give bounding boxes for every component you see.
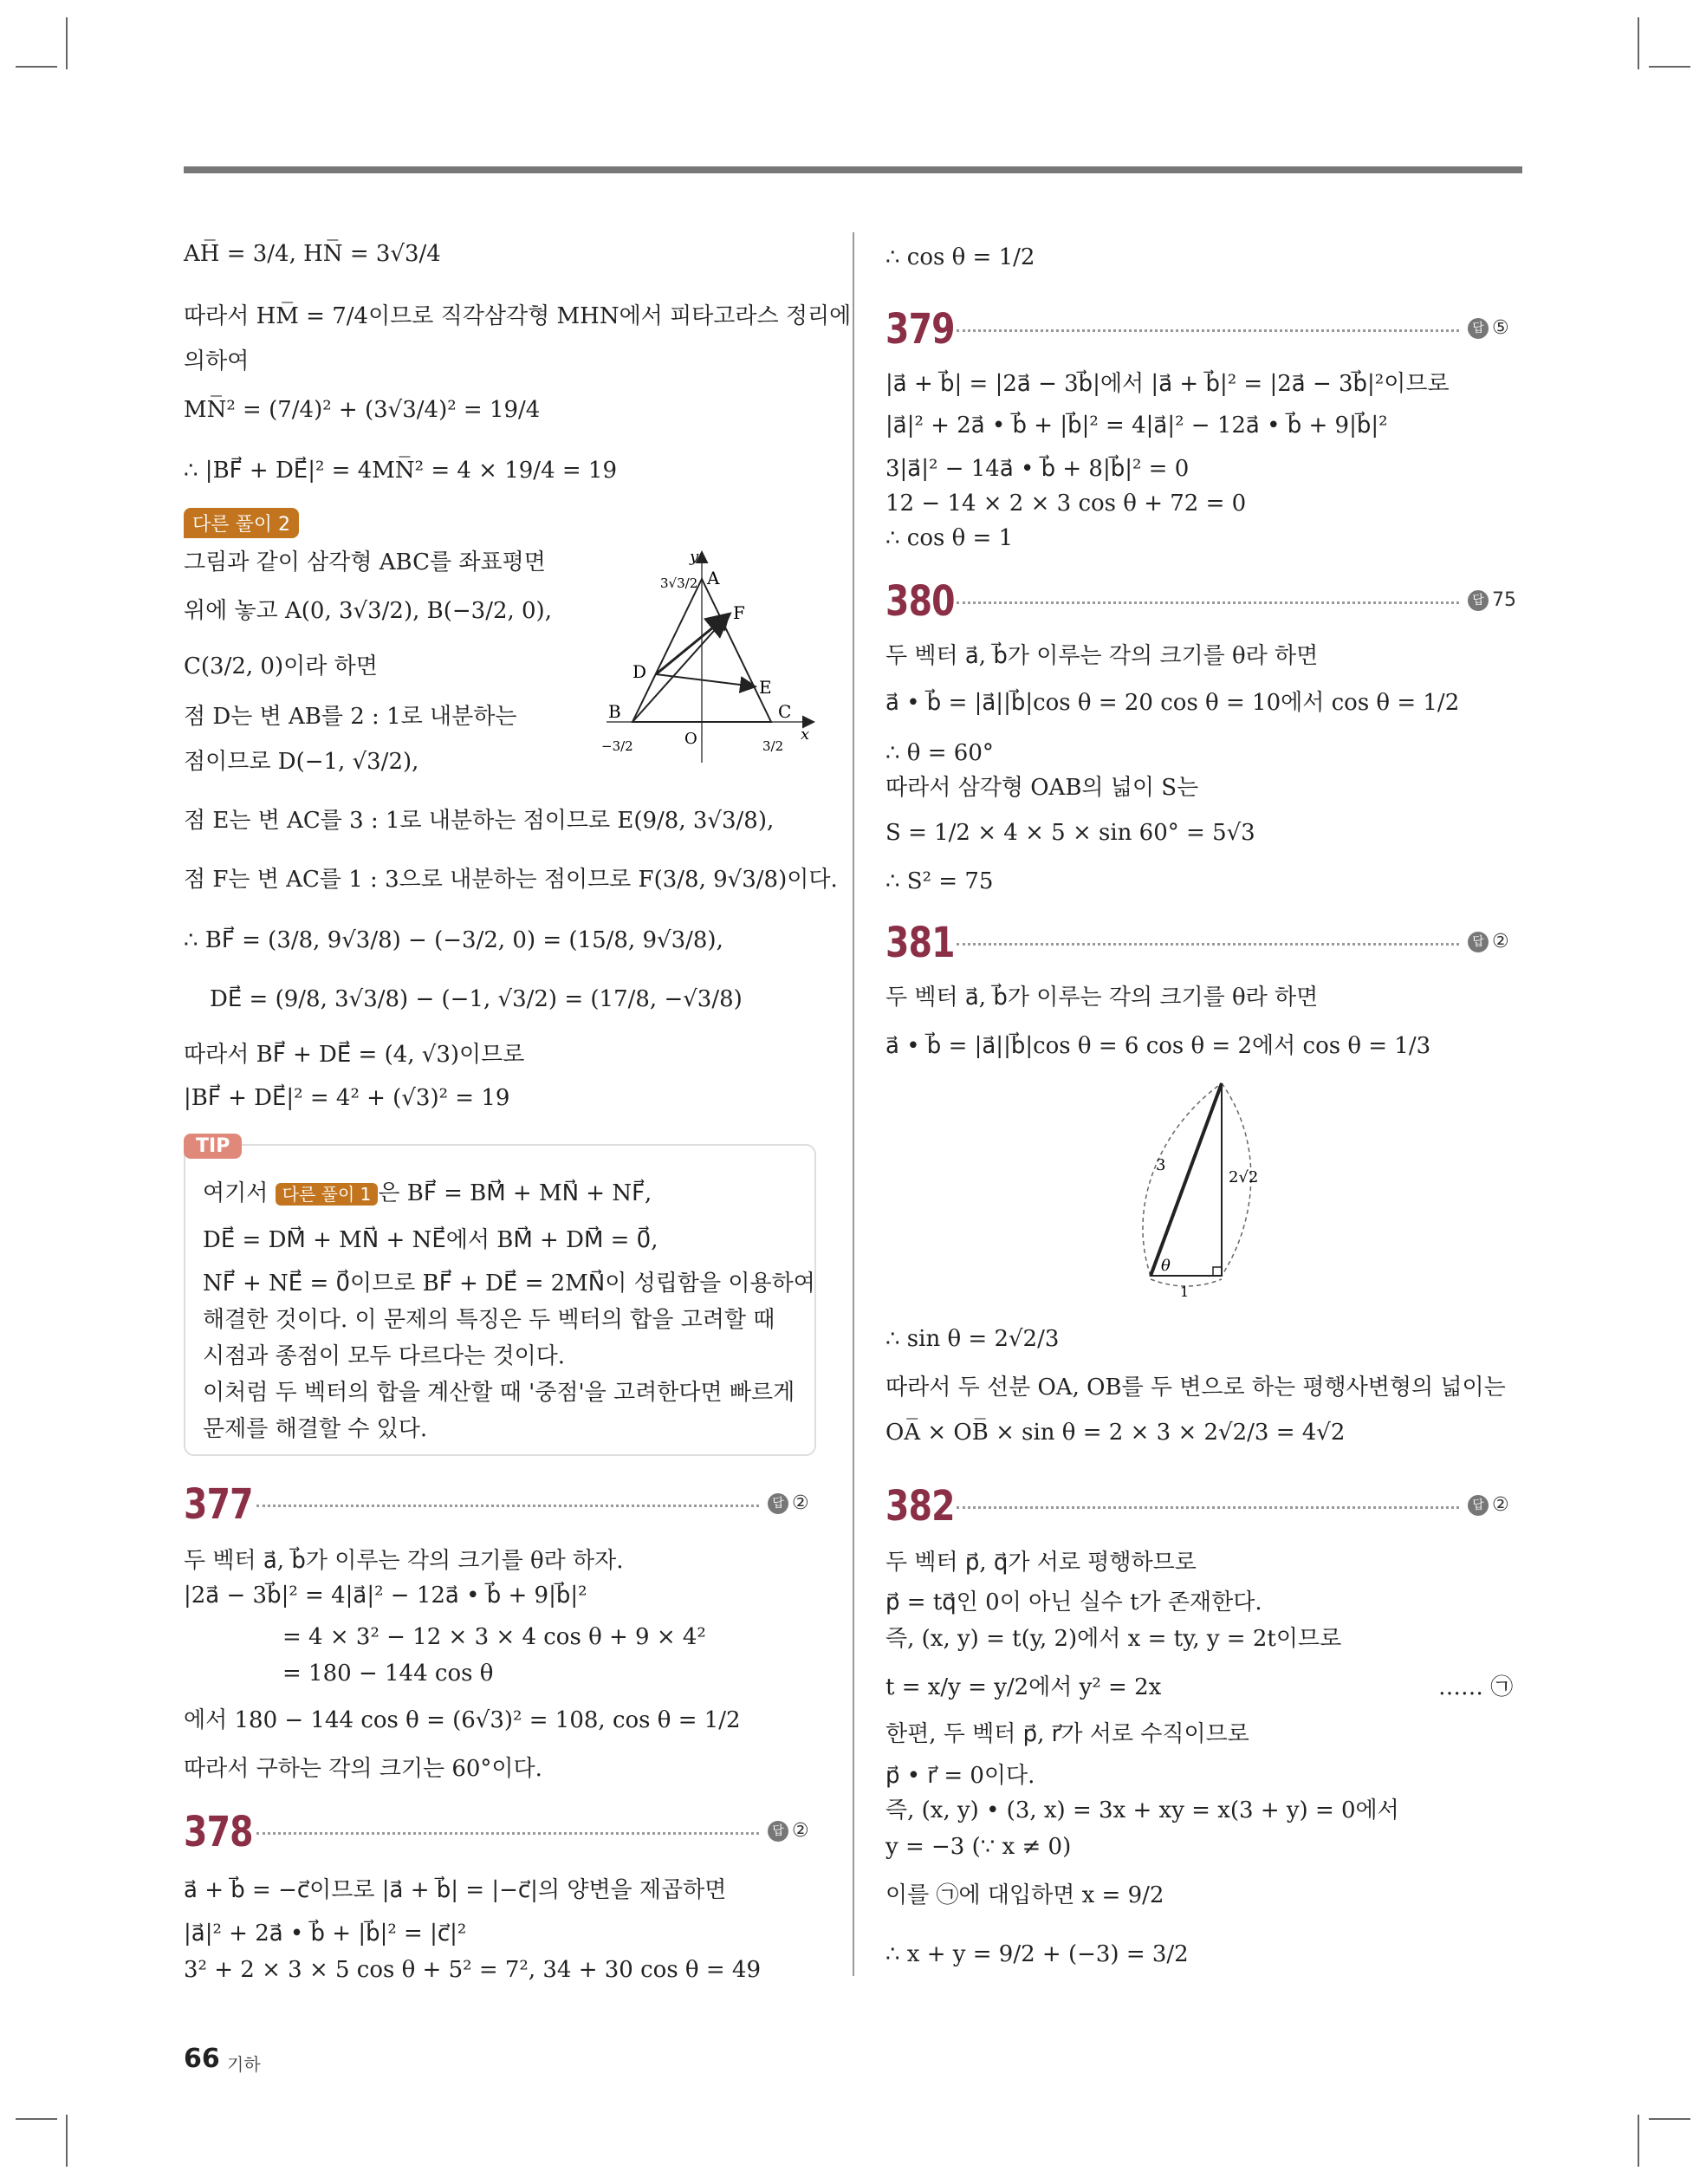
- label-y: y: [690, 548, 699, 566]
- label-top: 3√3/2: [660, 575, 698, 591]
- text-line: t = x/y = y/2에서 y² = 2x: [885, 1674, 1162, 1700]
- text-line: ∴ cos θ = 1: [885, 525, 1014, 551]
- tip-suffix: 은 BF⃗ = BM⃗ + MN⃗ + NF⃗,: [378, 1180, 652, 1206]
- answer-mark: 답 75: [1468, 589, 1516, 611]
- text-line: 이를 ㉠에 대입하면 x = 9/2: [885, 1882, 1164, 1908]
- hypotenuse-bold: [1151, 1083, 1222, 1276]
- label-right: 3/2: [762, 738, 784, 754]
- text-line: 그림과 같이 삼각형 ABC를 좌표평면: [184, 549, 546, 575]
- text-line: 한편, 두 벡터 p⃗, r⃗가 서로 수직이므로: [885, 1721, 1249, 1747]
- text-line: p⃗ • r⃗ = 0이다.: [885, 1763, 1035, 1789]
- text-line: DE⃗ = (9/8, 3√3/8) − (−1, √3/2) = (17/8, −√3/8): [210, 986, 743, 1012]
- tip-line: 문제를 해결할 수 있다.: [203, 1416, 428, 1442]
- text-line: ∴ sin θ = 2√2/3: [885, 1326, 1060, 1352]
- answer-mark: 답 ②: [1468, 1494, 1509, 1516]
- text-line: 위에 놓고 A(0, 3√3/2), B(−3/2, 0),: [184, 598, 552, 624]
- text-line: AH̅ = 3/4, HN̅ = 3√3/4: [184, 241, 441, 267]
- alt-solution-badge: 다른 풀이 2: [184, 508, 299, 538]
- crop-mark: [1649, 66, 1690, 68]
- text-line: = 180 − 144 cos θ: [282, 1661, 494, 1687]
- crop-mark: [1638, 17, 1639, 69]
- text-line: |a⃗ + b⃗| = |2a⃗ − 3b⃗|에서 |a⃗ + b⃗|² = |2a⃗ − 3b⃗|²이므로: [885, 371, 1450, 397]
- label-angle: θ: [1161, 1257, 1171, 1275]
- tip-line: 이처럼 두 벡터의 합을 계산할 때 '중점'을 고려한다면 빠르게: [203, 1380, 795, 1406]
- problem-number: 380: [885, 577, 955, 626]
- tip-prefix: 여기서: [203, 1180, 269, 1206]
- text-line: MN̅² = (7/4)² + (3√3/4)² = 19/4: [184, 397, 541, 423]
- column-divider: [853, 232, 854, 1976]
- leader-dots: [957, 943, 1459, 946]
- label-f: F: [733, 602, 745, 623]
- text-line: 따라서 삼각형 OAB의 넓이 S는: [885, 775, 1199, 801]
- crop-mark: [66, 2115, 68, 2167]
- text-line: a⃗ • b⃗ = |a⃗||b⃗|cos θ = 20 cos θ = 10에서 cos θ = 1/2: [885, 690, 1460, 716]
- problem-number: 382: [885, 1482, 955, 1531]
- text-line: = 4 × 3² − 12 × 3 × 4 cos θ + 9 × 4²: [282, 1624, 706, 1650]
- text-line: |2a⃗ − 3b⃗|² = 4|a⃗|² − 12a⃗ • b⃗ + 9|b⃗|²: [184, 1583, 587, 1609]
- text-line: a⃗ + b⃗ = −c⃗이므로 |a⃗ + b⃗| = |−c⃗|의 양변을 제곱하면: [184, 1877, 727, 1903]
- crop-mark: [16, 2118, 57, 2120]
- crop-mark: [66, 17, 68, 69]
- leader-dots: [256, 1832, 759, 1835]
- label-d: D: [632, 661, 647, 682]
- vector-bf: [632, 615, 728, 722]
- problem-number: 381: [885, 919, 955, 967]
- text-line: 즉, (x, y) = t(y, 2)에서 x = ty, y = 2t이므로: [885, 1626, 1342, 1652]
- crop-mark: [1649, 2118, 1690, 2120]
- tip-line: 시점과 종점이 모두 다르다는 것이다.: [203, 1343, 566, 1369]
- page-number: 66: [184, 2044, 220, 2074]
- label-b: B: [608, 701, 621, 722]
- text-line: 따라서 구하는 각의 크기는 60°이다.: [184, 1756, 542, 1782]
- text-line: 점이므로 D(−1, √3/2),: [184, 749, 419, 775]
- text-line: a⃗ • b⃗ = |a⃗||b⃗|cos θ = 6 cos θ = 2에서 cos θ = 1/3: [885, 1033, 1431, 1059]
- text-line: 두 벡터 a⃗, b⃗가 이루는 각의 크기를 θ라 하자.: [184, 1548, 624, 1574]
- text-line: 두 벡터 a⃗, b⃗가 이루는 각의 크기를 θ라 하면: [885, 643, 1319, 669]
- text-line: 즉, (x, y) • (3, x) = 3x + xy = x(3 + y) = 0에서: [885, 1797, 1399, 1823]
- problem-number: 377: [184, 1480, 253, 1529]
- text-line: |BF⃗ + DE⃗|² = 4² + (√3)² = 19: [184, 1085, 510, 1111]
- label-left: −3/2: [601, 738, 633, 754]
- problem-number: 379: [885, 305, 955, 354]
- text-line: 두 벡터 a⃗, b⃗가 이루는 각의 크기를 θ라 하면: [885, 985, 1319, 1011]
- text-line: ∴ cos θ = 1/2: [885, 244, 1035, 270]
- text-line: 의하여: [184, 348, 250, 374]
- answer-mark: 답 ②: [1468, 931, 1509, 952]
- text-line: ∴ x + y = 9/2 + (−3) = 3/2: [885, 1941, 1189, 1967]
- vector-sum: [656, 615, 728, 674]
- equation-mark: …… ㉠: [1438, 1674, 1514, 1700]
- tip-line: NF⃗ + NE⃗ = 0⃗이므로 BF⃗ + DE⃗ = 2MN⃗이 성립함을 이용하여: [203, 1271, 815, 1297]
- alt-solution-badge: 다른 풀이 1: [276, 1183, 379, 1206]
- tip-label: TIP: [184, 1134, 242, 1159]
- text-line: 3² + 2 × 3 × 5 cos θ + 5² = 7², 34 + 30 cos θ = 49: [184, 1957, 761, 1983]
- answer-mark: 답 ②: [768, 1820, 809, 1842]
- text-line: 12 − 14 × 2 × 3 cos θ + 72 = 0: [885, 491, 1247, 517]
- label-o: O: [684, 730, 697, 748]
- right-angle-mark: [1213, 1267, 1222, 1276]
- text-line: OA̅ × OB̅ × sin θ = 2 × 3 × 2√2/3 = 4√2: [885, 1420, 1346, 1446]
- answer-mark: 답 ②: [768, 1492, 809, 1514]
- tip-line: DE⃗ = DM⃗ + MN⃗ + NE⃗에서 BM⃗ + DM⃗ = 0⃗,: [203, 1227, 658, 1253]
- text-line: 점 D는 변 AB를 2 : 1로 내분하는: [184, 704, 517, 730]
- leader-dots: [256, 1505, 759, 1507]
- text-line: 따라서 두 선분 OA, OB를 두 변으로 하는 평행사변형의 넓이는: [885, 1375, 1506, 1401]
- answer-mark: 답 ⑤: [1468, 317, 1509, 339]
- tip-line: [203, 1179, 652, 1209]
- label-e: E: [759, 677, 772, 698]
- header-bar: [184, 166, 1522, 173]
- text-line: ∴ S² = 75: [885, 868, 994, 894]
- text-line: 따라서 BF⃗ + DE⃗ = (4, √3)이므로: [184, 1042, 525, 1068]
- text-line: 3|a⃗|² − 14a⃗ • b⃗ + 8|b⃗|² = 0: [885, 456, 1190, 482]
- text-line: |a⃗|² + 2a⃗ • b⃗ + |b⃗|² = |c⃗|²: [184, 1921, 467, 1947]
- label-leg: 2√2: [1229, 1168, 1259, 1186]
- text-line: ∴ θ = 60°: [885, 740, 994, 766]
- text-line: S = 1/2 × 4 × 5 × sin 60° = 5√3: [885, 820, 1255, 846]
- text-line: y = −3 (∵ x ≠ 0): [885, 1834, 1072, 1860]
- label-base: 1: [1180, 1284, 1190, 1300]
- text-line: 점 E는 변 AC를 3 : 1로 내분하는 점이므로 E(9/8, 3√3/8),: [184, 808, 775, 834]
- text-line: p⃗ = tq⃗인 0이 아닌 실수 t가 존재한다.: [885, 1589, 1262, 1615]
- problem-number: 378: [184, 1808, 253, 1856]
- crop-mark: [16, 66, 57, 68]
- leader-dots: [957, 601, 1459, 604]
- crop-mark: [1638, 2115, 1639, 2167]
- label-a: A: [707, 568, 720, 588]
- text-line: ∴ |BF⃗ + DE⃗|² = 4MN̅² = 4 × 19/4 = 19: [184, 458, 618, 484]
- text-line: C(3/2, 0)이라 하면: [184, 653, 378, 679]
- text-line: 에서 180 − 144 cos θ = (6√3)² = 108, cos θ = 1/2: [184, 1707, 741, 1733]
- text-line: 점 F는 변 AC를 1 : 3으로 내분하는 점이므로 F(3/8, 9√3/8)이다.: [184, 867, 838, 893]
- triangle-coordinate-figure: [589, 544, 823, 770]
- tip-line: 해결한 것이다. 이 문제의 특징은 두 벡터의 합을 고려할 때: [203, 1307, 775, 1333]
- section-name: 기하: [227, 2054, 261, 2075]
- text-line: |a⃗|² + 2a⃗ • b⃗ + |b⃗|² = 4|a⃗|² − 12a⃗ • b⃗ + 9|b⃗|²: [885, 413, 1388, 439]
- right-triangle-figure: [1135, 1075, 1282, 1300]
- label-x: x: [801, 725, 810, 744]
- text-line: ∴ BF⃗ = (3/8, 9√3/8) − (−3/2, 0) = (15/8, 9√3/8),: [184, 927, 723, 953]
- text-line: 두 벡터 p⃗, q⃗가 서로 평행하므로: [885, 1550, 1197, 1576]
- leader-dots: [957, 1506, 1459, 1509]
- label-c: C: [778, 701, 792, 722]
- text-line: 따라서 HM̅ = 7/4이므로 직각삼각형 MHN에서 피타고라스 정리에: [184, 303, 852, 329]
- leader-dots: [957, 329, 1459, 332]
- label-hyp: 3: [1156, 1156, 1166, 1174]
